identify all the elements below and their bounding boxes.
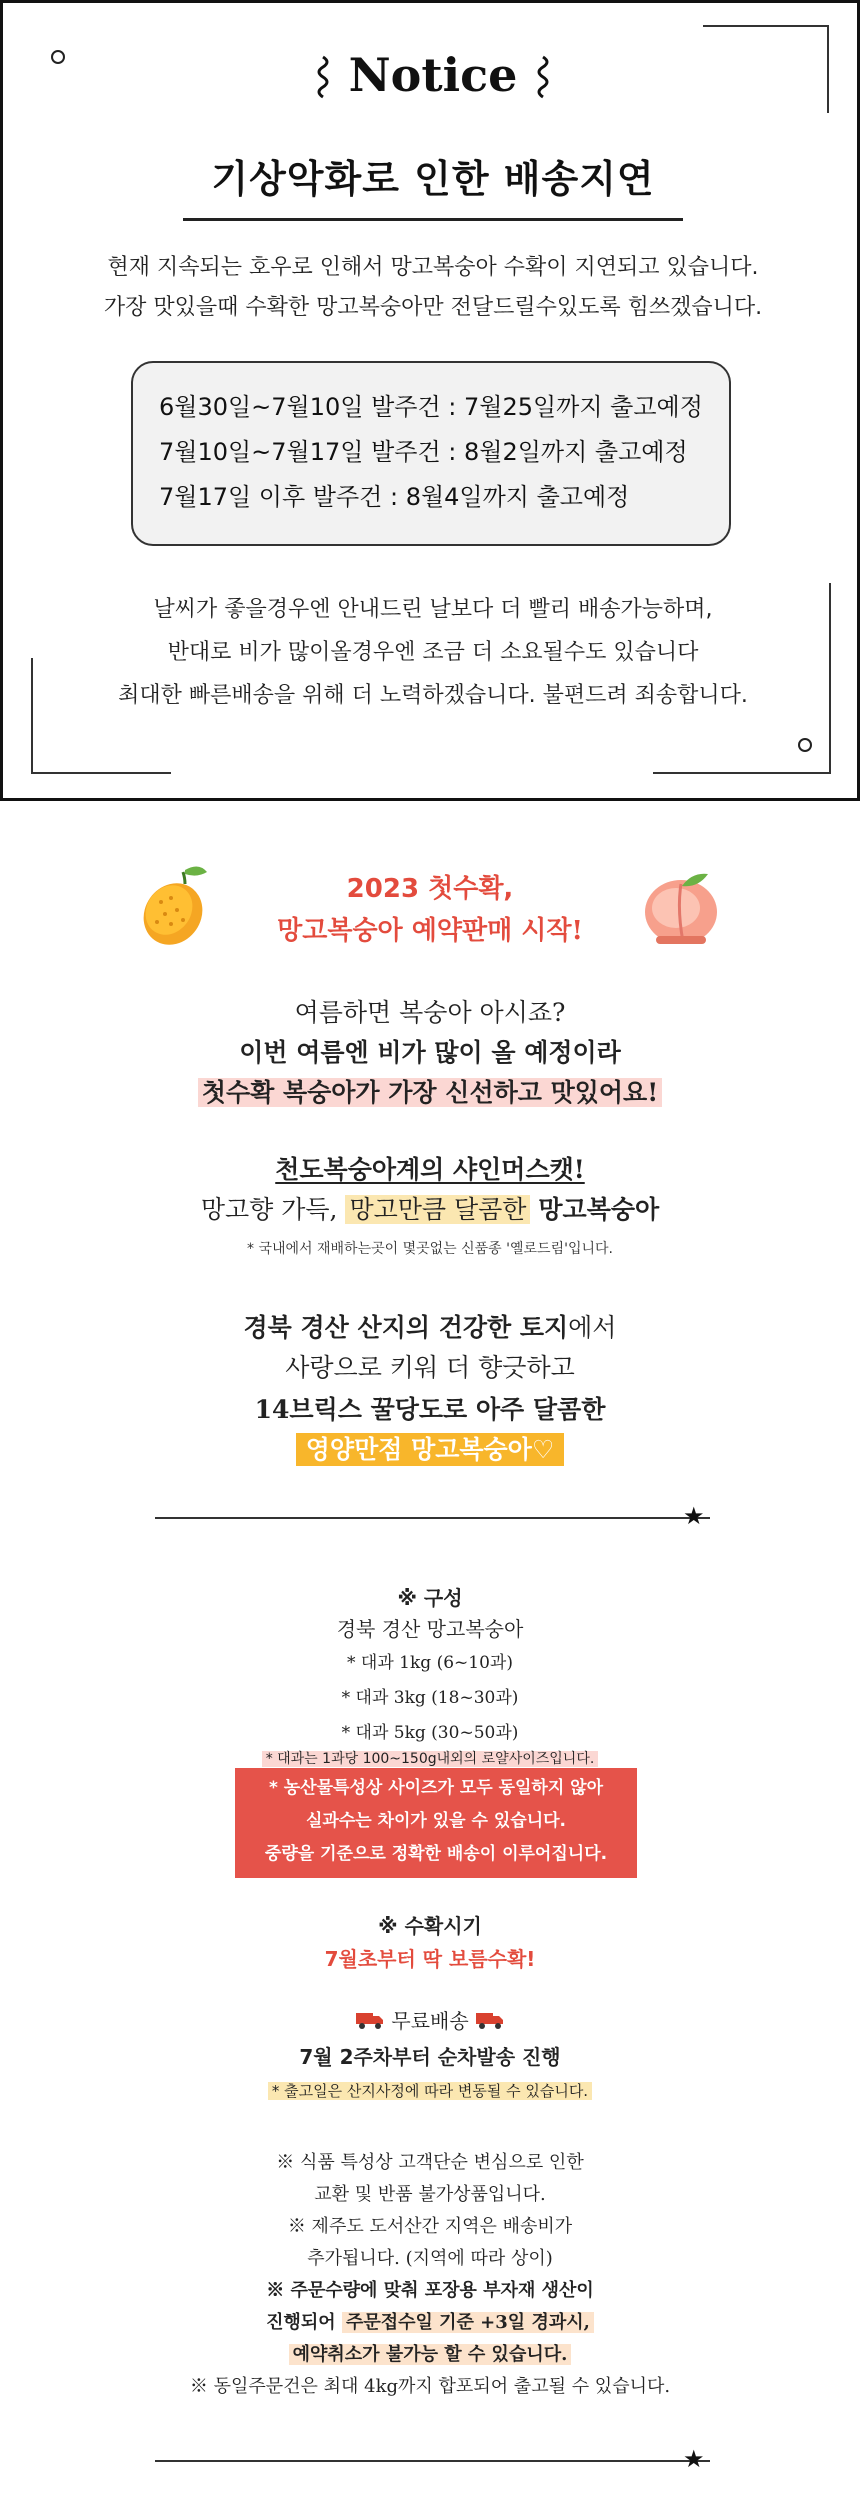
warning-line: * 농산물특성상 사이즈가 모두 동일하지 않아 xyxy=(268,1778,604,1798)
composition-note: * 대과는 1과당 100~150g내외의 로얄사이즈입니다. xyxy=(262,1751,599,1767)
notice-intro-line: 현재 지속되는 호우로 인해서 망고복숭아 수확이 지연되고 있습니다. xyxy=(107,255,759,280)
composition-item: * 대과 3kg (18~30과) xyxy=(341,1688,519,1708)
harvest-text: 7월초부터 딱 보름수확! xyxy=(324,1947,536,1971)
shipping-text: 7월 2주차부터 순차발송 진행 xyxy=(299,2045,561,2069)
promo-text: 경북 경산 산지의 건강한 토지 xyxy=(243,1313,569,1342)
warning-line: 실과수는 차이가 있을 수 있습니다. xyxy=(305,1811,567,1831)
policy-line: ※ 식품 특성상 고객단순 변심으로 인한 xyxy=(276,2152,584,2173)
promo-line xyxy=(0,1190,860,1226)
truck-icon xyxy=(475,2010,505,2035)
promo-line: 14브릭스 꿀당도로 아주 달콤한 xyxy=(254,1395,606,1424)
policy-line: ※ 동일주문건은 최대 4kg까지 합포되어 출고될 수 있습니다. xyxy=(189,2376,671,2397)
promo-text: 망고복숭아 xyxy=(538,1195,660,1224)
notice-outro-line: 최대한 빠른배송을 위해 더 노력하겠습니다. 불편드려 죄송합니다. xyxy=(118,683,748,708)
frame-line xyxy=(31,772,171,774)
promo-text: 에서 xyxy=(568,1313,617,1342)
notice-heading: 기상악화로 인한 배송지연 xyxy=(211,157,655,201)
star-icon: ★ xyxy=(683,1502,705,1530)
shipping-title-line xyxy=(0,2005,860,2035)
truck-icon xyxy=(355,2010,385,2035)
notice-outro-line: 반대로 비가 많이올경우엔 조금 더 소요될수도 있습니다 xyxy=(167,640,699,665)
policy-line: 교환 및 반품 불가상품입니다. xyxy=(314,2184,546,2205)
composition-note-line xyxy=(0,1748,860,1768)
policy-line: ※ 주문수량에 맞춰 포장용 부자재 생산이 xyxy=(266,2280,594,2301)
warning-line: 중량을 기준으로 정확한 배송이 이루어집니다. xyxy=(264,1844,608,1864)
composition-title: ※ 구성 xyxy=(397,1586,463,1610)
promo-line xyxy=(0,1308,860,1344)
notice-box xyxy=(0,0,860,801)
shipping-note: * 출고일은 산지사정에 따라 변동될 수 있습니다. xyxy=(268,2082,592,2100)
policy-line: 추가됩니다. (지역에 따라 상이) xyxy=(307,2248,553,2269)
promo-highlight: 망고만큼 달콤한 xyxy=(345,1195,530,1224)
squiggle-icon xyxy=(533,54,553,104)
promo-line: 여름하면 복숭아 아시죠? xyxy=(294,998,566,1027)
schedule-row: 6월30일~7월10일 발주건 : 7월25일까지 출고예정 xyxy=(159,393,703,421)
notice-title-text: Notice xyxy=(348,48,518,102)
promo-title-2: 망고복숭아 예약판매 시작! xyxy=(277,916,583,946)
promo-line: 이번 여름엔 비가 많이 올 예정이라 xyxy=(239,1038,621,1067)
notice-intro-line: 가장 맛있을때 수확한 망고복숭아만 전달드릴수있도록 힘쓰겠습니다. xyxy=(103,295,763,320)
promo-title-1: 2023 첫수확, xyxy=(346,874,514,904)
composition-origin: 경북 경산 망고복숭아 xyxy=(336,1617,524,1641)
promo-line-highlight xyxy=(0,1430,860,1466)
circle-decoration-icon xyxy=(798,738,812,752)
composition-item: * 대과 5kg (30~50과) xyxy=(341,1723,519,1743)
policy-line xyxy=(0,2308,860,2334)
composition-item: * 대과 1kg (6~10과) xyxy=(347,1653,513,1673)
squiggle-icon xyxy=(313,54,333,104)
policy-highlight: 주문접수일 기준 +3일 경과시, xyxy=(342,2312,594,2333)
shipping-note-line xyxy=(0,2080,860,2101)
promo-text: 망고향 가득, xyxy=(200,1195,338,1224)
policy-line: ※ 제주도 도서산간 지역은 배송비가 xyxy=(287,2216,573,2237)
frame-line xyxy=(653,772,831,774)
warning-box xyxy=(235,1768,637,1878)
promo-note: * 국내에서 재배하는곳이 몇곳없는 신품종 '옐로드림'입니다. xyxy=(247,1241,613,1257)
policy-highlight: 예약취소가 불가능 할 수 있습니다. xyxy=(289,2344,572,2365)
notice-outro xyxy=(3,588,860,717)
notice-title xyxy=(3,48,860,104)
notice-outro-line: 날씨가 좋을경우엔 안내드린 날보다 더 빨리 배송가능하며, xyxy=(153,597,713,622)
promo-line-highlight xyxy=(0,1073,860,1109)
divider-line xyxy=(155,1517,710,1519)
promo-line: 사랑으로 키워 더 향긋하고 xyxy=(285,1353,575,1382)
promo-line xyxy=(0,1150,860,1186)
star-icon: ★ xyxy=(683,2445,705,2473)
notice-intro xyxy=(3,248,860,328)
schedule-box xyxy=(131,361,731,546)
schedule-row: 7월10일~7월17일 발주건 : 8월2일까지 출고예정 xyxy=(159,438,688,466)
harvest-title: ※ 수확시기 xyxy=(378,1914,482,1938)
policy-line-highlight xyxy=(0,2340,860,2366)
policy-text: 진행되어 xyxy=(266,2312,336,2333)
schedule-row: 7월17일 이후 발주건 : 8월4일까지 출고예정 xyxy=(159,483,630,511)
frame-line xyxy=(703,25,829,27)
heading-underline xyxy=(183,218,683,221)
promo-tagline: 천도복숭아계의 샤인머스캣! xyxy=(275,1155,585,1184)
promo-highlight: 첫수확 복숭아가 가장 신선하고 맛있어요! xyxy=(198,1078,662,1107)
promo-highlight: 영양만점 망고복숭아♡ xyxy=(296,1433,564,1466)
shipping-title: 무료배송 xyxy=(391,2009,469,2033)
divider-line xyxy=(155,2460,710,2462)
